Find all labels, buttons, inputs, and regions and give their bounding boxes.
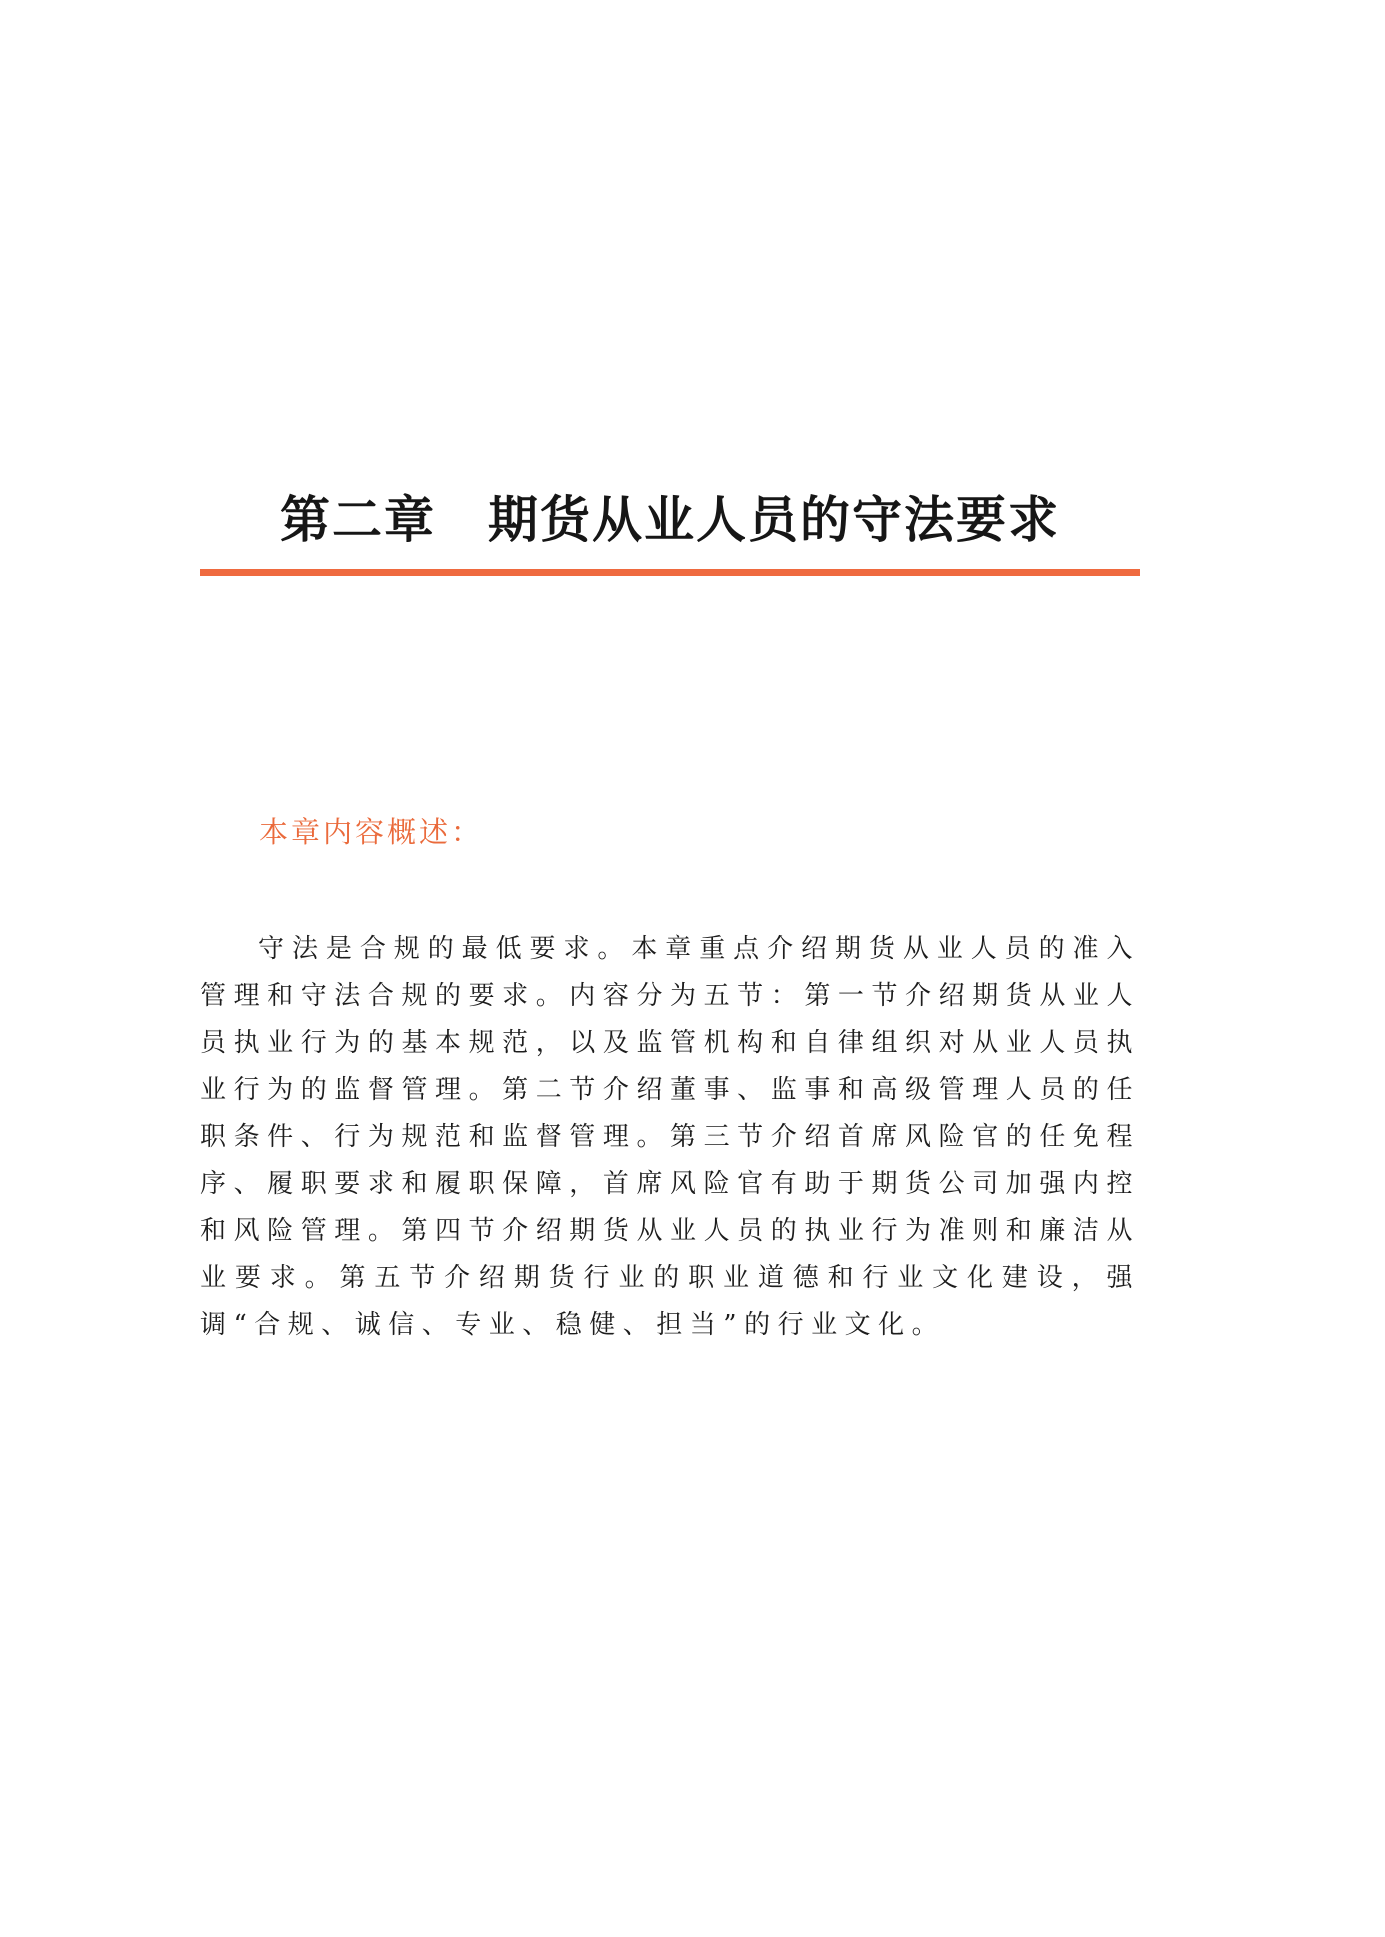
chapter-number: 第二章	[280, 490, 436, 549]
chapter-name: 期货从业人员的守法要求	[488, 490, 1060, 549]
title-underline	[200, 569, 1140, 576]
overview-paragraph: 守法是合规的最低要求。本章重点介绍期货从业人员的准入管理和守法合规的要求。内容分为五节：第一节介绍期货从业人员执业行为的基本规范，以及监管机构和自律组织对从业人员执业行为的监督管理。第二节介绍董事、监事和高级管理人员的任职条件、行为规范和监督管理。第三节介绍首席风险官的任免程序、履职要求和履职保障，首席风险官有助于期货公司加强内控和风险管理。第四节介绍期货从业人员的执业行为准则和廉洁从业要求。第五节介绍期货行业的职业道德和行业文化建设，强调“合规、诚信、专业、稳健、担当”的行业文化。	[200, 934, 1140, 1340]
chapter-title	[200, 485, 1140, 555]
overview-heading: 本章内容概述：	[259, 815, 484, 849]
